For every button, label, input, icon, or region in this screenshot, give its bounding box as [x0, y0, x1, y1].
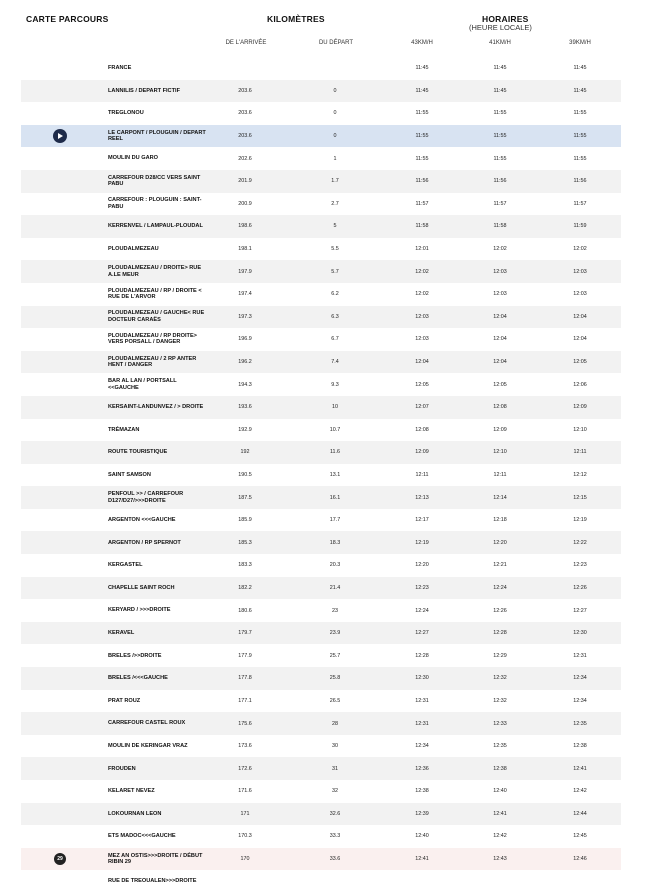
- time-43kmh: 11:57: [415, 200, 429, 207]
- table-row: [21, 667, 621, 690]
- time-41kmh: 12:10: [493, 449, 507, 456]
- time-39kmh: 12:31: [573, 652, 587, 659]
- time-43kmh: 12:05: [415, 381, 429, 388]
- km-from-departure: 5.5: [331, 246, 339, 253]
- km-from-departure: 0: [333, 133, 337, 140]
- km-from-departure: 23: [332, 607, 338, 614]
- location-name: PENFOUL >> / CARREFOUR D127/D27/>>>DROITE: [108, 491, 184, 504]
- km-from-departure: 17.7: [329, 517, 341, 524]
- play-icon[interactable]: [53, 129, 67, 143]
- time-43kmh: 12:07: [415, 404, 429, 411]
- time-41kmh: 11:45: [493, 87, 507, 94]
- location-name: KERRENVEL / LAMPAUL-PLOUDAL: [108, 223, 203, 230]
- location-name: TRÉMAZAN: [108, 426, 140, 433]
- time-39kmh: 12:06: [573, 381, 587, 388]
- km-from-arrival: 177.9: [238, 652, 252, 659]
- time-39kmh: 12:46: [573, 856, 587, 863]
- location-name: RUE DE TREOUALEN>>>DROITE: [108, 878, 197, 885]
- km-from-departure: 26.5: [329, 697, 341, 704]
- time-43kmh: 12:01: [415, 246, 429, 253]
- table-row: [21, 531, 621, 554]
- km-from-arrival: 202.6: [238, 155, 252, 162]
- table-row: [21, 170, 621, 193]
- kilometres-heading: KILOMÈTRES: [267, 14, 325, 24]
- time-43kmh: 12:03: [415, 313, 429, 320]
- time-39kmh: 12:42: [573, 788, 587, 795]
- km-from-departure: 33.6: [329, 856, 341, 863]
- km-from-arrival: 198.1: [238, 246, 252, 253]
- time-39kmh: 12:09: [573, 404, 587, 411]
- table-row: [21, 509, 621, 532]
- location-name: TREGLONOU: [108, 110, 144, 117]
- km-from-departure: 18.3: [329, 539, 341, 546]
- time-43kmh: 11:55: [415, 110, 429, 117]
- km-from-departure: 32: [332, 788, 338, 795]
- time-43kmh: 12:08: [415, 426, 429, 433]
- location-name: BAR AL LAN / PORTSALL <<GAUCHE: [108, 378, 177, 391]
- km-from-departure: 6.3: [331, 313, 339, 320]
- time-39kmh: 12:10: [573, 426, 587, 433]
- km-from-arrival: 187.5: [238, 494, 252, 501]
- time-43kmh: 12:02: [415, 291, 429, 298]
- time-41kmh: 12:05: [493, 381, 507, 388]
- table-row: [21, 238, 621, 261]
- km-from-arrival: 185.9: [238, 517, 252, 524]
- table-row: [21, 577, 621, 600]
- time-43kmh: 12:31: [415, 697, 429, 704]
- km-from-arrival: 177.8: [238, 675, 252, 682]
- time-41kmh: 12:02: [493, 246, 507, 253]
- time-41kmh: 12:09: [493, 426, 507, 433]
- location-name: CHAPELLE SAINT ROCH: [108, 584, 175, 591]
- time-39kmh: 12:19: [573, 517, 587, 524]
- km-from-arrival: 171: [240, 810, 250, 817]
- time-41kmh: 12:40: [493, 788, 507, 795]
- km-from-departure: 23.9: [329, 630, 341, 637]
- table-row: [21, 554, 621, 577]
- time-39kmh: 12:02: [573, 246, 587, 253]
- location-name: CARREFOUR CASTEL ROUX: [108, 720, 186, 727]
- table-row: [21, 757, 621, 780]
- table-row: [21, 396, 621, 419]
- time-39kmh: 11:56: [573, 178, 587, 185]
- heure-locale-label: (HEURE LOCALE): [469, 23, 532, 32]
- location-name: KERSAINT-LANDUNVEZ / > DROITE: [108, 404, 204, 410]
- time-41kmh: 12:03: [493, 268, 507, 275]
- location-name: PLOUDALMEZEAU / GAUCHE< RUE DOCTEUR CARAËS: [108, 310, 205, 323]
- km-from-arrival: 173.6: [238, 743, 252, 750]
- km-from-departure: 25.7: [329, 652, 341, 659]
- km-from-arrival: 197.3: [238, 313, 252, 320]
- km-from-departure: 25.8: [329, 675, 341, 682]
- km-from-arrival: 177.1: [238, 697, 252, 704]
- table-row: [21, 803, 621, 826]
- km-from-departure: 10.7: [329, 426, 341, 433]
- table-row: [21, 486, 621, 509]
- time-43kmh: 12:40: [415, 833, 429, 840]
- km-from-arrival: 182.2: [238, 584, 252, 591]
- table-row: [21, 328, 621, 351]
- time-43kmh: 11:56: [415, 178, 429, 185]
- time-43kmh: 12:13: [415, 494, 429, 501]
- location-name: MEZ AN OSTIS>>>DROITE / DÉBUT RIBIN 29: [108, 852, 203, 866]
- table-header: [0, 0, 660, 60]
- time-43kmh: 12:31: [415, 720, 429, 727]
- table-row: [21, 441, 621, 464]
- col-depart-header: DU DÉPART: [318, 40, 354, 46]
- km-from-arrival: 180.6: [238, 607, 252, 614]
- time-43kmh: 12:36: [415, 765, 429, 772]
- time-41kmh: 12:29: [493, 652, 507, 659]
- location-name: KELARET NEVEZ: [108, 788, 155, 795]
- time-43kmh: 12:23: [415, 584, 429, 591]
- location-name: CARREFOUR D28/CC VERS SAINT PABU: [108, 174, 201, 188]
- time-39kmh: 11:45: [573, 65, 587, 72]
- time-41kmh: 11:45: [493, 65, 507, 72]
- time-39kmh: 12:35: [573, 720, 587, 727]
- table-row: [21, 351, 621, 374]
- time-41kmh: 12:21: [493, 562, 507, 569]
- location-name: FRANCE: [108, 65, 132, 72]
- km-from-departure: 11.6: [329, 449, 341, 456]
- time-39kmh: 11:57: [573, 200, 587, 207]
- km-from-arrival: 198.6: [238, 223, 252, 230]
- km-from-departure: 1.7: [331, 178, 339, 185]
- km-from-arrival: 193.6: [238, 404, 252, 411]
- location-name: ARGENTON <<<GAUCHE: [108, 516, 176, 523]
- time-39kmh: 12:05: [573, 359, 587, 366]
- time-41kmh: 12:11: [493, 471, 507, 478]
- time-41kmh: 12:32: [493, 675, 507, 682]
- time-43kmh: 12:03: [415, 336, 429, 343]
- table-row: [21, 712, 621, 735]
- table-row: [21, 848, 621, 871]
- time-39kmh: 12:15: [573, 494, 587, 501]
- location-name: KERYARD / >>>DROITE: [108, 607, 171, 614]
- location-name: ETS MADOC<<<GAUCHE: [108, 833, 176, 840]
- time-43kmh: 12:11: [415, 471, 429, 478]
- time-43kmh: 12:38: [415, 788, 429, 795]
- km-from-arrival: 197.9: [238, 268, 252, 275]
- km-from-arrival: 196.9: [238, 336, 252, 343]
- carte-parcours-heading: CARTE PARCOURS: [26, 14, 109, 24]
- table-row: [21, 644, 621, 667]
- time-39kmh: 11:59: [573, 223, 587, 230]
- km-from-departure: 5: [333, 223, 337, 230]
- table-row: [21, 215, 621, 238]
- km-from-arrival: 190.5: [238, 471, 252, 478]
- km-from-departure: 21.4: [329, 584, 341, 591]
- time-41kmh: 12:41: [493, 810, 507, 817]
- location-name: PLOUDALMEZEAU / RP DROITE> VERS PORSALL / DANGER: [108, 333, 197, 346]
- time-43kmh: 11:58: [415, 223, 429, 230]
- km-from-departure: 33.3: [329, 833, 341, 840]
- km-from-departure: 20.3: [329, 562, 341, 569]
- km-from-departure: 2.7: [331, 200, 339, 207]
- time-39kmh: 12:45: [573, 833, 587, 840]
- km-from-arrival: 201.9: [238, 178, 252, 185]
- time-39kmh: 12:34: [573, 697, 587, 704]
- time-43kmh: 11:55: [415, 155, 429, 162]
- time-43kmh: 12:20: [415, 562, 429, 569]
- time-39kmh: 12:44: [573, 810, 587, 817]
- time-43kmh: 12:09: [415, 449, 429, 456]
- km-from-arrival: 179.7: [238, 630, 252, 637]
- location-name: PLOUDALMEZEAU: [108, 245, 159, 252]
- time-39kmh: 12:27: [573, 607, 587, 614]
- location-name: KERAVEL: [108, 629, 135, 636]
- km-from-departure: 0: [333, 87, 337, 94]
- time-43kmh: 12:30: [415, 675, 429, 682]
- location-name: MOULIN DU GARO: [108, 155, 159, 162]
- route-table: [21, 57, 621, 893]
- table-row: [21, 306, 621, 329]
- time-41kmh: 12:03: [493, 291, 507, 298]
- km-from-arrival: 197.4: [238, 291, 252, 298]
- time-39kmh: 12:30: [573, 630, 587, 637]
- location-name: KERGASTEL: [108, 562, 143, 569]
- time-43kmh: 12:19: [415, 539, 429, 546]
- time-41kmh: 12:04: [493, 336, 507, 343]
- time-43kmh: 12:17: [415, 517, 429, 524]
- time-43kmh: 12:24: [415, 607, 429, 614]
- km-from-departure: 10: [332, 404, 338, 411]
- km-from-departure: 0: [333, 110, 337, 117]
- table-row: [21, 825, 621, 848]
- time-39kmh: 12:04: [573, 313, 587, 320]
- location-name: BRELES /<<<GAUCHE: [108, 675, 168, 682]
- time-41kmh: 12:04: [493, 359, 507, 366]
- table-row: [21, 125, 621, 148]
- table-row: [21, 622, 621, 645]
- time-41kmh: 11:55: [493, 155, 507, 162]
- time-43kmh: 12:34: [415, 743, 429, 750]
- location-name: LOKOURNAN LEON: [108, 810, 162, 817]
- km-from-arrival: 192: [240, 449, 250, 456]
- time-41kmh: 12:20: [493, 539, 507, 546]
- km-from-arrival: 203.6: [238, 133, 252, 140]
- col-43-header: 43KM/H: [411, 40, 433, 46]
- time-41kmh: 12:18: [493, 517, 507, 524]
- table-row: [21, 147, 621, 170]
- km-from-departure: 30: [332, 743, 338, 750]
- km-from-arrival: 194.3: [238, 381, 252, 388]
- table-row: [21, 464, 621, 487]
- time-41kmh: 12:32: [493, 697, 507, 704]
- location-name: BRELES />>DROITE: [108, 652, 162, 659]
- time-41kmh: 11:55: [493, 133, 507, 140]
- time-41kmh: 12:43: [493, 856, 507, 863]
- time-43kmh: 12:27: [415, 630, 429, 637]
- time-39kmh: 12:38: [573, 743, 587, 750]
- km-from-arrival: 192.9: [238, 426, 252, 433]
- location-name: PRAT ROUZ: [108, 697, 141, 704]
- location-name: SAINT SAMSON: [108, 471, 151, 478]
- time-43kmh: 12:39: [415, 810, 429, 817]
- time-41kmh: 12:14: [493, 494, 507, 501]
- time-41kmh: 12:35: [493, 743, 507, 750]
- time-43kmh: 12:04: [415, 359, 429, 366]
- col-39-header: 39KM/H: [569, 40, 591, 46]
- km-from-departure: 28: [332, 720, 338, 727]
- km-from-arrival: 196.2: [238, 359, 252, 366]
- time-39kmh: 11:55: [573, 155, 587, 162]
- col-arrivee-header: DE L'ARRIVÉE: [225, 40, 267, 46]
- table-row: [21, 735, 621, 758]
- time-43kmh: 12:28: [415, 652, 429, 659]
- km-from-departure: 9.3: [331, 381, 339, 388]
- km-from-departure: 13.1: [329, 471, 341, 478]
- kilometre-marker-badge: 29: [54, 853, 66, 865]
- time-43kmh: 12:02: [415, 268, 429, 275]
- time-41kmh: 12:33: [493, 720, 507, 727]
- km-from-arrival: 185.3: [238, 539, 252, 546]
- km-from-departure: 6.7: [331, 336, 339, 343]
- time-41kmh: 11:57: [493, 200, 507, 207]
- location-name: PLOUDALMEZEAU / DROITE> RUE A.LE MEUR: [108, 265, 202, 278]
- km-from-arrival: 183.3: [238, 562, 252, 569]
- location-name: ARGENTON / RP SPERNOT: [108, 539, 181, 546]
- table-row: [21, 102, 621, 125]
- time-39kmh: 12:04: [573, 336, 587, 343]
- time-39kmh: 11:55: [573, 110, 587, 117]
- time-41kmh: 12:42: [493, 833, 507, 840]
- time-39kmh: 12:12: [573, 471, 587, 478]
- location-name: MOULIN DE KERINGAR VRAZ: [108, 742, 188, 749]
- table-row: [21, 780, 621, 803]
- km-from-departure: 6.2: [331, 291, 339, 298]
- table-row: [21, 57, 621, 80]
- time-39kmh: 12:22: [573, 539, 587, 546]
- time-39kmh: 12:03: [573, 291, 587, 298]
- col-41-header: 41KM/H: [489, 40, 511, 46]
- location-name: FROUDEN: [108, 765, 136, 772]
- time-39kmh: 11:55: [573, 133, 587, 140]
- km-from-arrival: 203.6: [238, 87, 252, 94]
- km-from-arrival: 172.6: [238, 765, 252, 772]
- time-43kmh: 11:45: [415, 87, 429, 94]
- km-from-arrival: 203.6: [238, 110, 252, 117]
- time-41kmh: 11:56: [493, 178, 507, 185]
- time-39kmh: 12:23: [573, 562, 587, 569]
- time-39kmh: 12:11: [573, 449, 587, 456]
- time-41kmh: 12:04: [493, 313, 507, 320]
- time-39kmh: 12:03: [573, 268, 587, 275]
- km-from-departure: 16.1: [329, 494, 341, 501]
- location-name: LE CARPONT / PLOUGUIN / DEPART REEL: [108, 129, 206, 143]
- time-43kmh: 11:45: [415, 65, 429, 72]
- km-from-arrival: 200.9: [238, 200, 252, 207]
- table-row: [21, 80, 621, 103]
- time-39kmh: 12:34: [573, 675, 587, 682]
- time-43kmh: 11:55: [415, 133, 429, 140]
- location-name: LANNILIS / DEPART FICTIF: [108, 87, 180, 94]
- km-from-arrival: 170: [240, 856, 250, 863]
- table-row: [21, 260, 621, 283]
- table-row: [21, 870, 621, 893]
- time-41kmh: 12:26: [493, 607, 507, 614]
- time-43kmh: 12:41: [415, 856, 429, 863]
- time-41kmh: 12:38: [493, 765, 507, 772]
- table-row: [21, 419, 621, 442]
- time-41kmh: 11:58: [493, 223, 507, 230]
- table-row: [21, 599, 621, 622]
- km-from-arrival: 170.3: [238, 833, 252, 840]
- km-from-arrival: 171.6: [238, 788, 252, 795]
- km-from-departure: 31: [332, 765, 338, 772]
- time-41kmh: 11:55: [493, 110, 507, 117]
- location-name: ROUTE TOURISTIQUE: [108, 449, 168, 456]
- table-row: [21, 690, 621, 713]
- time-39kmh: 12:26: [573, 584, 587, 591]
- km-from-departure: 5.7: [331, 268, 339, 275]
- time-41kmh: 12:28: [493, 630, 507, 637]
- table-row: [21, 373, 621, 396]
- km-from-departure: 32.6: [329, 810, 341, 817]
- time-41kmh: 12:24: [493, 584, 507, 591]
- km-from-arrival: 175.6: [238, 720, 252, 727]
- time-39kmh: 11:45: [573, 87, 587, 94]
- location-name: PLOUDALMEZEAU / RP / DROITE < RUE DE L'ARVOR: [108, 287, 202, 301]
- km-from-departure: 1: [333, 155, 337, 162]
- km-from-departure: 7.4: [331, 359, 339, 366]
- time-41kmh: 12:08: [493, 404, 507, 411]
- table-row: [21, 283, 621, 306]
- table-row: [21, 193, 621, 216]
- location-name: CARREFOUR : PLOUGUIN : SAINT-PABU: [108, 197, 202, 210]
- horaires-heading: HORAIRES: [482, 14, 529, 24]
- location-name: PLOUDALMEZEAU / 2 RP ANTER HENT / DANGER: [108, 355, 197, 369]
- time-39kmh: 12:41: [573, 765, 587, 772]
